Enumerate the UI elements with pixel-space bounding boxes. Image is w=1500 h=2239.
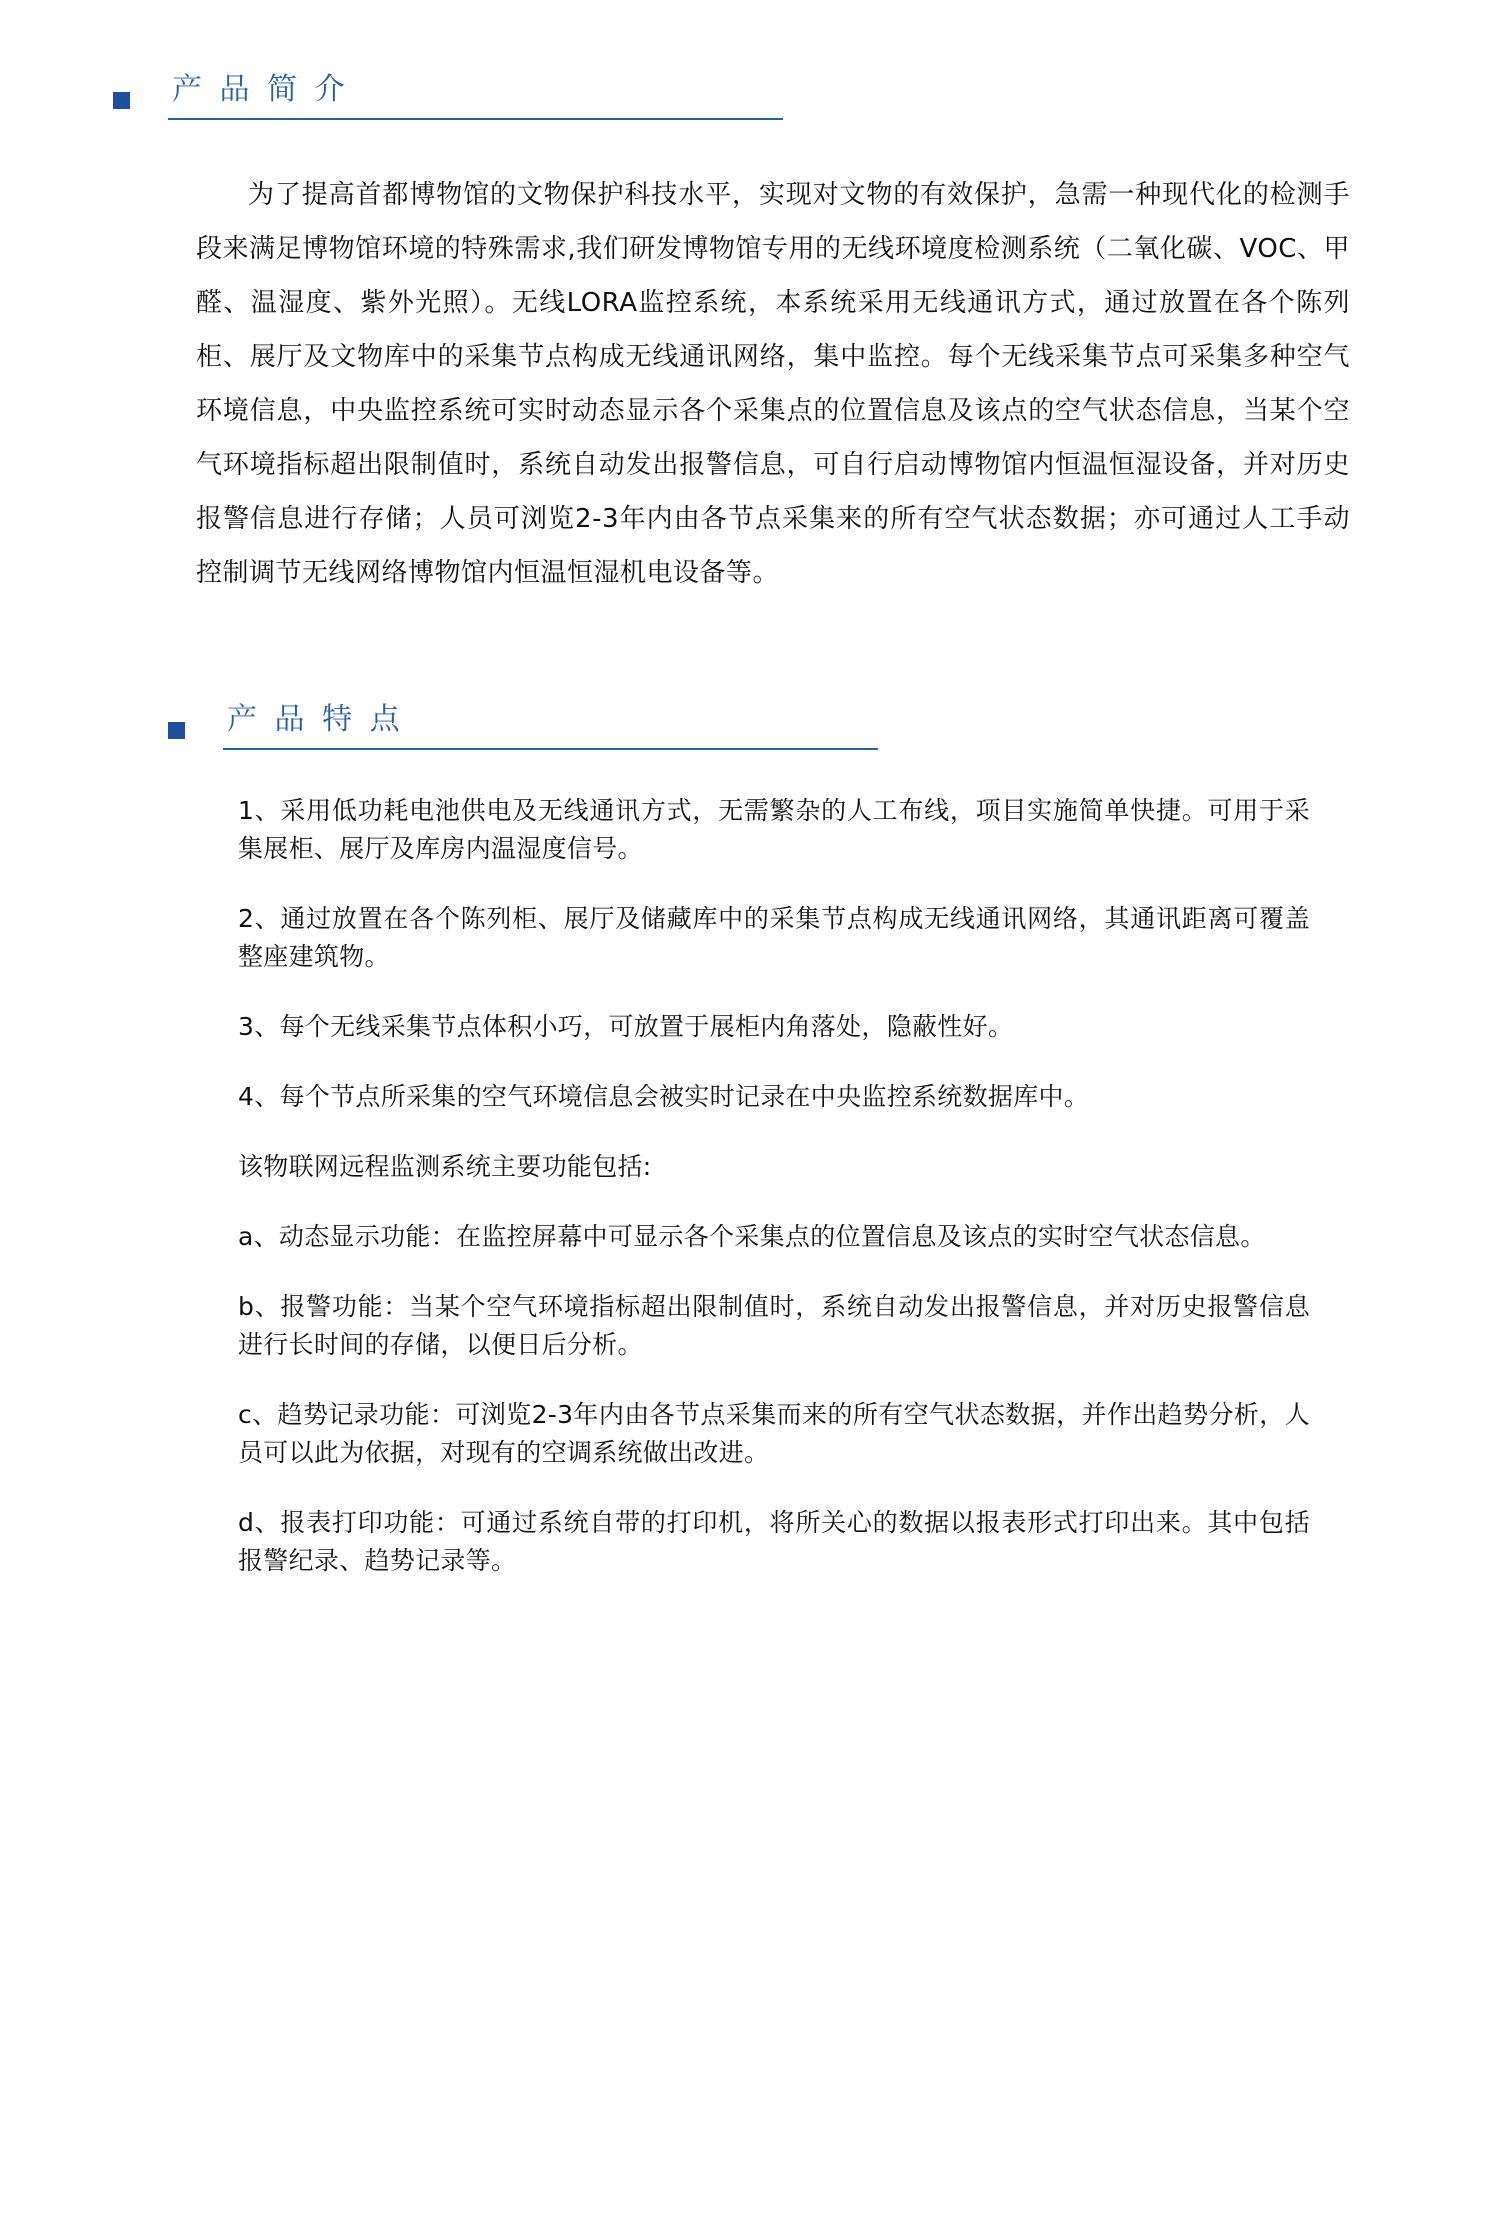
feature-item: 2、通过放置在各个陈列柜、展厅及储藏库中的采集节点构成无线通讯网络，其通讯距离可覆盖整座建筑物。 [238,904,1310,971]
section-heading-product-features [168,702,1500,746]
heading-underline-rule [168,118,783,120]
section-title-product-features: 产 品 特 点 [227,702,404,737]
square-bullet-icon [113,92,130,109]
feature-item: 该物联网远程监测系统主要功能包括: [238,1152,652,1181]
feature-item: b、报警功能：当某个空气环境指标超出限制值时，系统自动发出报警信息，并对历史报警信息进行长时间的存储，以便日后分析。 [238,1292,1310,1359]
document-page [0,72,1500,2239]
heading-underline-rule [223,748,878,750]
section-title-product-intro: 产 品 简 介 [172,72,349,107]
feature-item: c、趋势记录功能：可浏览2-3年内由各节点采集而来的所有空气状态数据，并作出趋势分析，人员可以此为依据，对现有的空调系统做出改进。 [238,1400,1310,1467]
section-heading-product-intro [113,72,1500,116]
feature-item: 4、每个节点所采集的空气环境信息会被实时记录在中央监控系统数据库中。 [238,1082,1090,1111]
feature-item: a、动态显示功能：在监控屏幕中可显示各个采集点的位置信息及该点的实时空气状态信息。 [238,1222,1266,1251]
feature-item: d、报表打印功能：可通过系统自带的打印机，将所关心的数据以报表形式打印出来。其中包括报警纪录、趋势记录等。 [238,1508,1310,1575]
product-intro-paragraph: 为了提高首都博物馆的文物保护科技水平，实现对文物的有效保护，急需一种现代化的检测手段来满足博物馆环境的特殊需求,我们研发博物馆专用的无线环境度检测系统（二氧化碳、VOC、甲醛、温湿度、紫外光照）。无线LORA监控系统，本系统采用无线通讯方式，通过放置在各个陈列柜、展厅及文物库中的采集节点构成无线通讯网络，集中监控。每个无线采集节点可采集多种空气环境信息，中央监控系统可实时动态显示各个采集点的位置信息及该点的空气状态信息，当某个空气环境指标超出限制值时，系统自动发出报警信息，可自行启动博物馆内恒温恒湿设备，并对历史报警信息进行存储；人员可浏览2-3年内由各节点采集来的所有空气状态数据；亦可通过人工手动控制调节无线网络博物馆内恒温恒湿机电设备等。 [196,180,1350,588]
product-features-list [238,792,1310,1580]
square-bullet-icon [168,722,185,739]
feature-item: 3、每个无线采集节点体积小巧，可放置于展柜内角落处，隐蔽性好。 [238,1012,1014,1041]
feature-item: 1、采用低功耗电池供电及无线通讯方式，无需繁杂的人工布线，项目实施简单快捷。可用于采集展柜、展厅及库房内温湿度信号。 [238,796,1310,863]
